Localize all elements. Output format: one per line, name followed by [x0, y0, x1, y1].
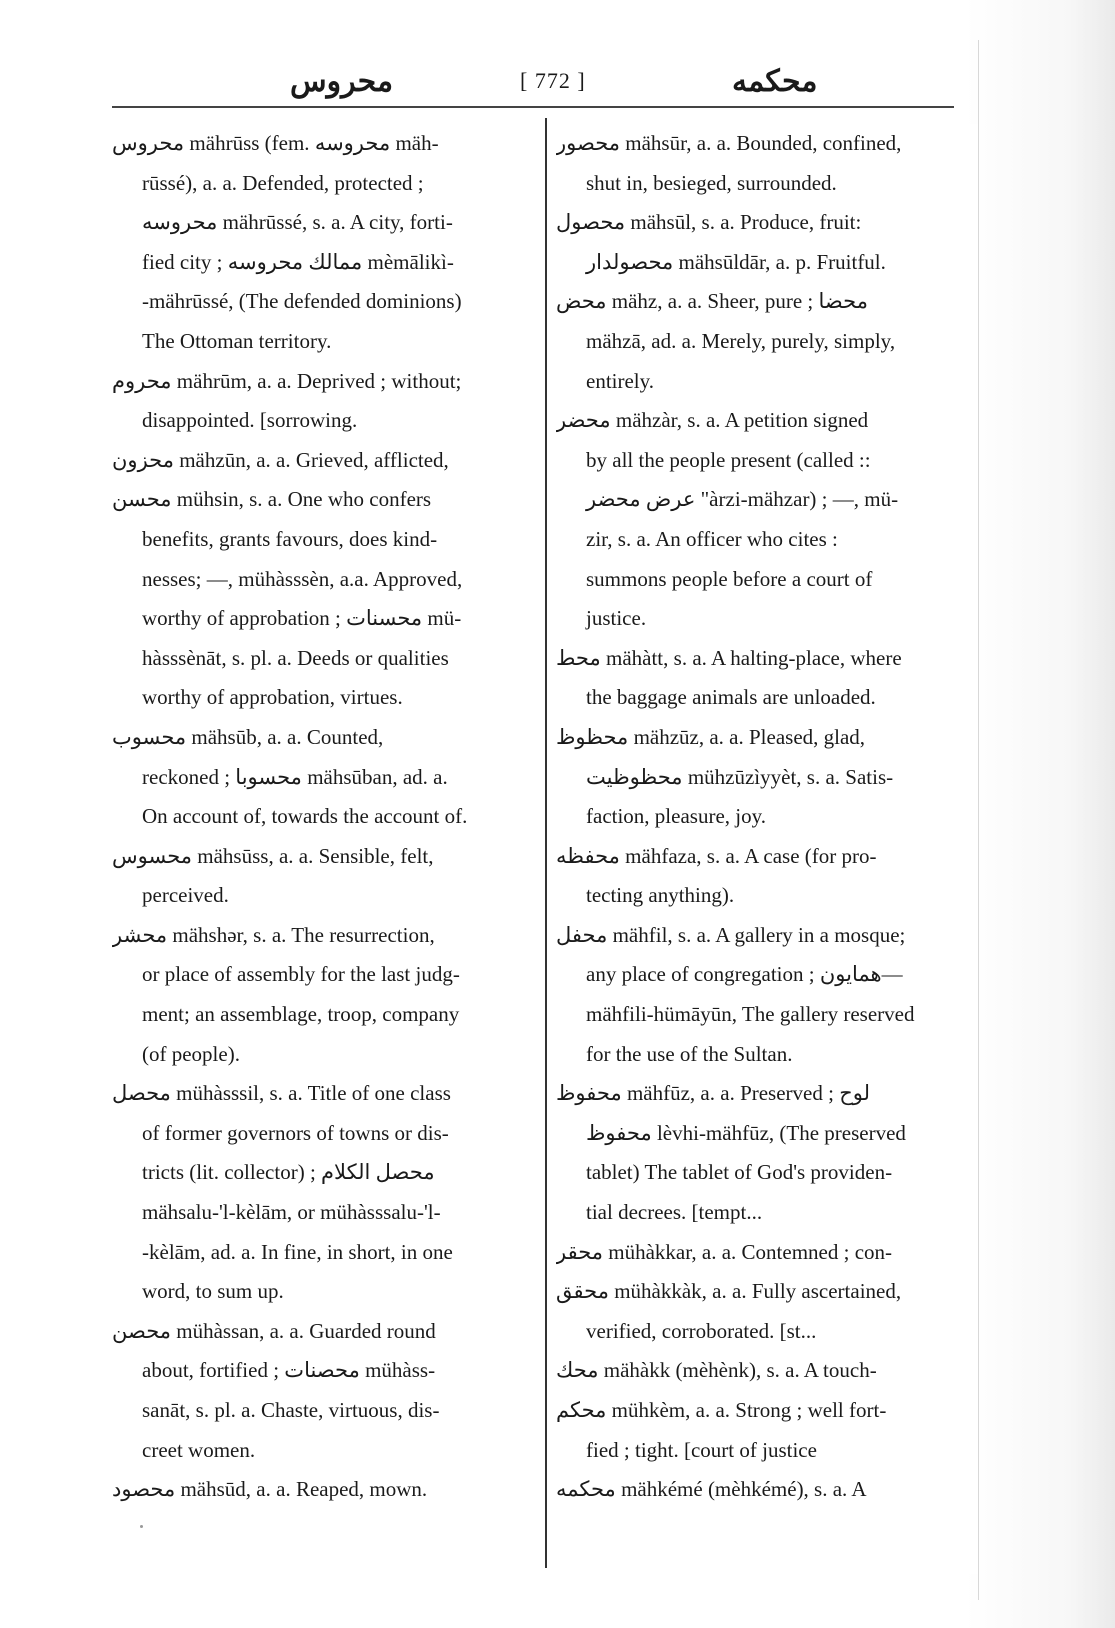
- entry-line: عرض محضر "àrzi-mähzar) ; —, mü-: [586, 487, 899, 512]
- entry-line: محسوب mähsūb, a. a. Counted,: [112, 724, 384, 749]
- entry-line: mähzā, ad. a. Merely, purely, simply,: [586, 328, 896, 353]
- entry-line: محزون mähzūn, a. a. Grieved, afflicted,: [112, 447, 449, 472]
- entry-line: hàsssènāt, s. pl. a. Deeds or qualities: [142, 645, 449, 670]
- entry-line: محكم mühkèm, a. a. Strong ; well fort-: [556, 1398, 887, 1422]
- entry-line: محض mähz, a. a. Sheer, pure ; محضا: [556, 289, 868, 314]
- page-edge: [978, 40, 979, 1600]
- entry-line: fied city ; ممالك محروسه mèmālikì-: [142, 249, 454, 274]
- entry-line: محصور mähsūr, a. a. Bounded, confined,: [556, 131, 902, 155]
- scan-speck: [140, 1525, 143, 1528]
- entry-line: rūssé), a. a. Defended, protected ;: [142, 170, 424, 195]
- entry-line: any place of congregation ; همايون—: [586, 962, 903, 987]
- entry-line: of former governors of towns or dis-: [142, 1120, 449, 1145]
- entry-line: faction, pleasure, joy.: [586, 804, 766, 829]
- entry-line: summons people before a court of: [586, 566, 873, 591]
- entry-line: محفوظ lèvhi-mähfūz, (The preserved: [586, 1120, 906, 1145]
- entry-line: محسوس mähsūss, a. a. Sensible, felt,: [112, 843, 434, 868]
- entry-line: worthy of approbation ; محسنات mü-: [142, 606, 462, 631]
- header-rule: [112, 106, 954, 108]
- entry-line: for the use of the Sultan.: [586, 1041, 793, 1066]
- entry-line: disappointed. [sorrowing.: [142, 408, 358, 433]
- entry-line: محروس mährūss (fem. محروسه mäh-: [112, 131, 439, 155]
- entry-line: محصول mähsūl, s. a. Produce, fruit:: [556, 210, 862, 235]
- entry-line: zir, s. a. An officer who cites :: [586, 526, 838, 551]
- entry-line: (of people).: [142, 1041, 240, 1066]
- entry-line: محصود mähsūd, a. a. Reaped, mown.: [112, 1477, 428, 1502]
- entry-line: محصل mühàsssil, s. a. Title of one class: [112, 1081, 451, 1106]
- entry-line: justice.: [586, 606, 647, 631]
- entry-line: محفوظ mähfūz, a. a. Preserved ; لوح: [556, 1081, 871, 1106]
- page-header: [0, 62, 1115, 102]
- entry-line: about, fortified ; محصنات mühàss-: [142, 1358, 436, 1383]
- entry-line: creet women.: [142, 1437, 256, 1462]
- entry-line: محفظه mähfaza, s. a. A case (for pro-: [556, 843, 877, 868]
- left-column: [112, 124, 544, 1510]
- entry-line: entirely.: [586, 368, 655, 393]
- entry-line: The Ottoman territory.: [142, 328, 332, 353]
- page-edge-shadow: [965, 0, 1115, 1628]
- entry-line: sanāt, s. pl. a. Chaste, virtuous, dis-: [142, 1398, 440, 1422]
- entry-line: -kèlām, ad. a. In fine, in short, in one: [142, 1239, 453, 1264]
- entry-line: On account of, towards the account of.: [142, 804, 468, 829]
- entry-line: mähfili-hümāyūn, The gallery reserved: [586, 1002, 915, 1027]
- entry-line: nesses; —, mühàsssèn, a.a. Approved,: [142, 566, 463, 591]
- entry-line: محك mähàkk (mèhènk), s. a. A touch-: [556, 1358, 877, 1383]
- entry-line: -mährūssé, (The defended dominions): [142, 289, 462, 314]
- entry-line: محصولدار mähsūldār, a. p. Fruitful.: [586, 249, 886, 274]
- running-headword-left: محروس: [290, 65, 394, 98]
- entry-line: tecting anything).: [586, 883, 735, 908]
- entry-line: reckoned ; محسوبا mähsūban, ad. a.: [142, 764, 448, 789]
- entry-line: perceived.: [142, 883, 229, 908]
- entry-line: tablet) The tablet of God's providen-: [586, 1160, 893, 1185]
- right-column: [556, 124, 974, 1510]
- page-number: [ 772 ]: [520, 68, 586, 93]
- entry-line: fied ; tight. [court of justice: [586, 1437, 817, 1462]
- entry-line: محروسه mährūssé, s. a. A city, forti-: [142, 210, 453, 235]
- entry-line: by all the people present (called ::: [586, 447, 871, 472]
- entry-line: محط mähàtt, s. a. A halting-place, where: [556, 645, 902, 670]
- entry-line: محظوظيت mühzūzìyyèt, s. a. Satis-: [586, 764, 894, 789]
- entry-line: محقر mühàkkar, a. a. Contemned ; con-: [556, 1239, 893, 1264]
- entry-line: tial decrees. [tempt...: [586, 1200, 763, 1225]
- entry-line: verified, corroborated. [st...: [586, 1318, 817, 1343]
- entry-line: محضر mähzàr, s. a. A petition signed: [556, 408, 869, 433]
- column-divider: [545, 118, 547, 1568]
- entry-line: worthy of approbation, virtues.: [142, 685, 403, 710]
- entry-line: محشر mähshər, s. a. The resurrection,: [112, 922, 435, 947]
- entry-line: mähsalu-'l-kèlām, or mühàsssalu-'l-: [142, 1200, 441, 1225]
- entry-line: word, to sum up.: [142, 1279, 284, 1304]
- entry-line: ment; an assemblage, troop, company: [142, 1002, 460, 1027]
- entry-line: or place of assembly for the last judg-: [142, 962, 460, 987]
- scan-fade-edge: [934, 124, 978, 1574]
- entry-line: محروم mährūm, a. a. Deprived ; without;: [112, 368, 462, 393]
- entry-line: محكمه mähkémé (mèhkémé), s. a. A: [556, 1477, 867, 1502]
- entry-line: محقق mühàkkàk, a. a. Fully ascertained,: [556, 1279, 902, 1304]
- entry-line: tricts (lit. collector) ; محصل الكلام: [142, 1160, 435, 1185]
- entry-line: محسن mühsin, s. a. One who confers: [112, 487, 432, 512]
- entry-line: shut in, besieged, surrounded.: [586, 170, 837, 195]
- entry-line: benefits, grants favours, does kind-: [142, 526, 438, 551]
- entry-line: محفل mähfil, s. a. A gallery in a mosque;: [556, 922, 906, 947]
- entry-line: the baggage animals are unloaded.: [586, 685, 876, 710]
- entry-line: محصن mühàssan, a. a. Guarded round: [112, 1318, 436, 1343]
- running-headword-right: محكمه: [732, 65, 818, 98]
- entry-line: محظوظ mähzūz, a. a. Pleased, glad,: [556, 724, 866, 749]
